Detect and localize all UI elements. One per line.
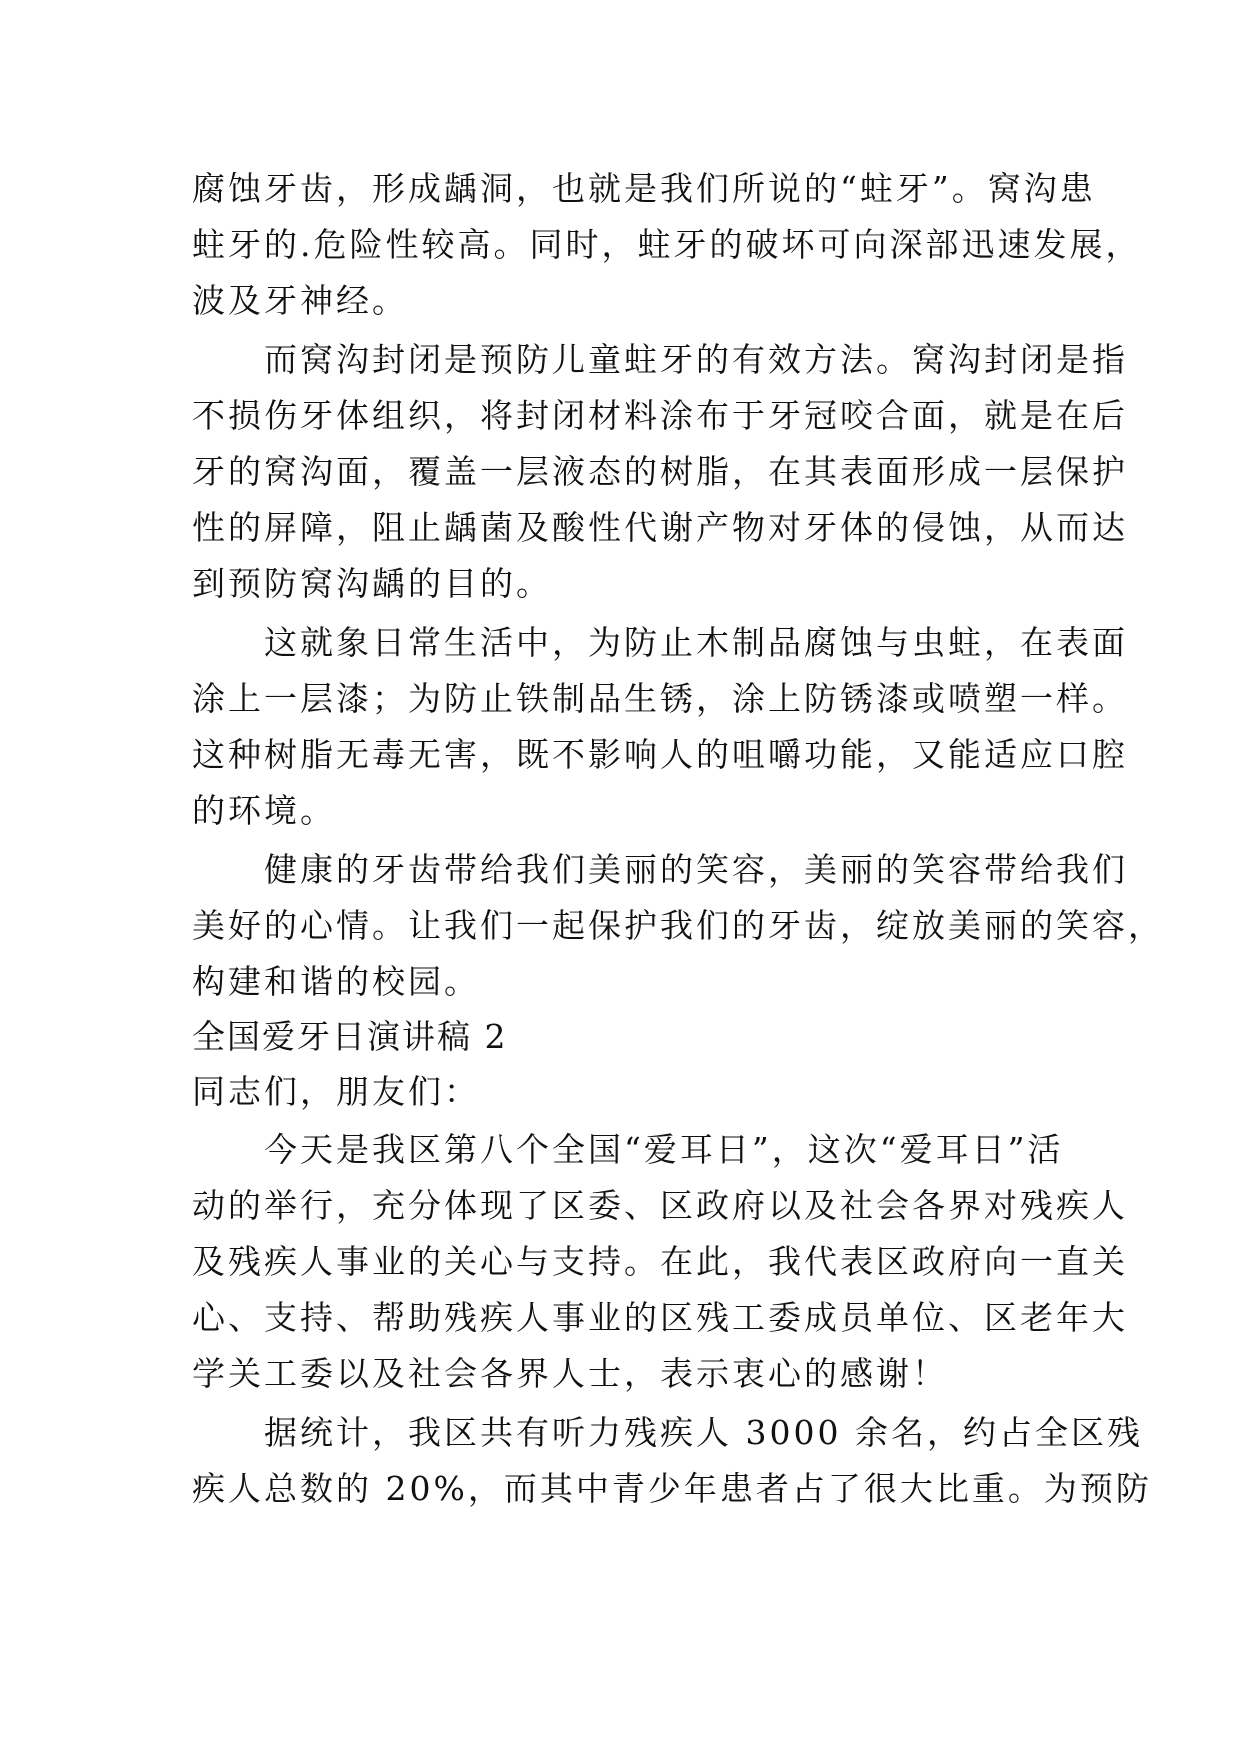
body-text-line: 健康的牙齿带给我们美丽的笑容，美丽的笑容带给我们	[192, 850, 1128, 889]
salutation: 同志们，朋友们：	[192, 1072, 480, 1111]
body-text-line: 牙的窝沟面，覆盖一层液态的树脂，在其表面形成一层保护	[192, 452, 1128, 491]
body-text-line: 不损伤牙体组织，将封闭材料涂布于牙冠咬合面，就是在后	[192, 396, 1128, 435]
body-text-line: 心、支持、帮助残疾人事业的区残工委成员单位、区老年大	[192, 1298, 1128, 1337]
body-text-line: 构建和谐的校园。	[192, 962, 480, 1001]
body-text-line: 的环境。	[192, 791, 336, 830]
body-text-line: 这就象日常生活中，为防止木制品腐蚀与虫蛀，在表面	[192, 623, 1128, 662]
body-text-line: 动的举行，充分体现了区委、区政府以及社会各界对残疾人	[192, 1186, 1128, 1225]
body-text-line: 美好的心情。让我们一起保护我们的牙齿，绽放美丽的笑容，	[192, 906, 1164, 945]
body-text-line: 波及牙神经。	[192, 281, 408, 320]
body-text-line: 今天是我区第八个全国“爱耳日”，这次“爱耳日”活	[192, 1130, 1064, 1169]
section-heading: 全国爱牙日演讲稿 2	[192, 1017, 508, 1056]
body-text-line: 及残疾人事业的关心与支持。在此，我代表区政府向一直关	[192, 1242, 1128, 1281]
body-text-line: 到预防窝沟龋的目的。	[192, 564, 552, 603]
body-text-line: 性的屏障，阻止龋菌及酸性代谢产物对牙体的侵蚀，从而达	[192, 508, 1128, 547]
body-text-line: 腐蚀牙齿，形成龋洞，也就是我们所说的“蛀牙”。窝沟患	[192, 169, 1096, 208]
body-text-line: 据统计，我区共有听力残疾人 3000 余名，约占全区残	[192, 1413, 1143, 1452]
body-text-line: 而窝沟封闭是预防儿童蛀牙的有效方法。窝沟封闭是指	[192, 340, 1128, 379]
body-text-line: 涂上一层漆；为防止铁制品生锈，涂上防锈漆或喷塑一样。	[192, 679, 1128, 718]
body-text-line: 这种树脂无毒无害，既不影响人的咀嚼功能，又能适应口腔	[192, 735, 1128, 774]
body-text-line: 疾人总数的 20%，而其中青少年患者占了很大比重。为预防	[192, 1469, 1152, 1508]
body-text-line: 蛀牙的.危险性较高。同时，蛀牙的破坏可向深部迅速发展，	[192, 225, 1142, 264]
body-text-line: 学关工委以及社会各界人士，表示衷心的感谢！	[192, 1354, 948, 1393]
